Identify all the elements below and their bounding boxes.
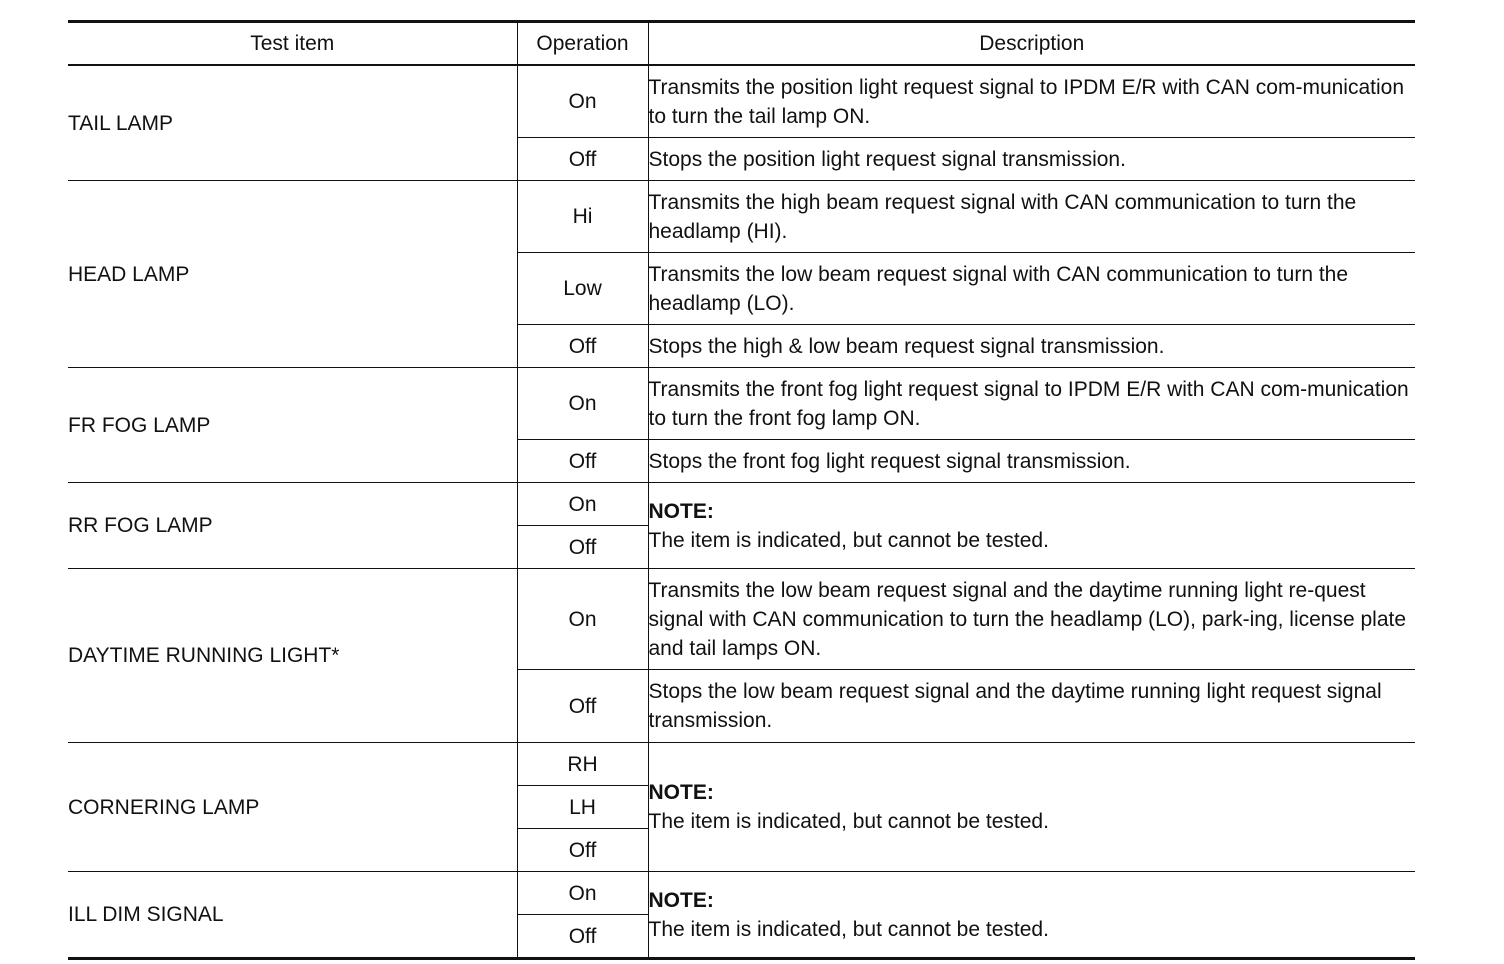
operation-cell: RH — [517, 743, 648, 786]
note-label: NOTE: — [648, 888, 714, 912]
table-row — [68, 181, 1415, 253]
note-label: NOTE: — [648, 499, 714, 523]
description-cell: Stops the high & low beam request signal transmission. — [648, 325, 1415, 368]
operation-cell: On — [517, 569, 648, 670]
header-test-item: Test item — [68, 22, 517, 66]
operation-cell: Hi — [517, 181, 648, 253]
operation-cell: Off — [517, 325, 648, 368]
note-cell — [648, 483, 1415, 569]
table-row — [68, 743, 1415, 786]
test-item-head-lamp: HEAD LAMP — [68, 181, 517, 368]
table-row — [68, 872, 1415, 915]
description-cell: Stops the low beam request signal and the daytime running light request signal transmission. — [648, 670, 1415, 743]
description-cell: Transmits the low beam request signal with CAN communication to turn the headlamp (LO). — [648, 253, 1415, 325]
operation-cell: Off — [517, 829, 648, 872]
description-cell: Stops the position light request signal transmission. — [648, 138, 1415, 181]
operation-cell: On — [517, 872, 648, 915]
operation-cell: On — [517, 483, 648, 526]
description-cell: Stops the front fog light request signal transmission. — [648, 440, 1415, 483]
table-header-row — [68, 22, 1415, 66]
active-test-table — [68, 20, 1415, 960]
header-operation: Operation — [517, 22, 648, 66]
operation-cell: Off — [517, 670, 648, 743]
operation-cell: On — [517, 65, 648, 138]
test-item-tail-lamp: TAIL LAMP — [68, 65, 517, 181]
test-item-cornering-lamp: CORNERING LAMP — [68, 743, 517, 872]
operation-cell: Off — [517, 138, 648, 181]
note-text: The item is indicated, but cannot be tested. — [648, 810, 1049, 833]
description-cell: Transmits the position light request signal to IPDM E/R with CAN com-munication to turn the tail lamp ON. — [648, 65, 1415, 138]
note-cell — [648, 743, 1415, 872]
test-item-ill-dim-signal: ILL DIM SIGNAL — [68, 872, 517, 959]
operation-cell: LH — [517, 786, 648, 829]
note-cell — [648, 872, 1415, 959]
table-row — [68, 569, 1415, 670]
test-item-daytime-running-light: DAYTIME RUNNING LIGHT* — [68, 569, 517, 743]
test-item-rr-fog-lamp: RR FOG LAMP — [68, 483, 517, 569]
operation-cell: On — [517, 368, 648, 440]
table-row — [68, 65, 1415, 138]
operation-cell: Off — [517, 526, 648, 569]
note-text: The item is indicated, but cannot be tested. — [648, 917, 1049, 941]
note-text: The item is indicated, but cannot be tested. — [648, 528, 1049, 552]
table-row — [68, 483, 1415, 526]
note-label: NOTE: — [648, 781, 714, 804]
table-row — [68, 368, 1415, 440]
test-item-fr-fog-lamp: FR FOG LAMP — [68, 368, 517, 483]
description-cell: Transmits the front fog light request signal to IPDM E/R with CAN com-munication to turn the front fog lamp ON. — [648, 368, 1415, 440]
operation-cell: Off — [517, 915, 648, 959]
operation-cell: Low — [517, 253, 648, 325]
header-description: Description — [648, 22, 1415, 66]
operation-cell: Off — [517, 440, 648, 483]
description-cell: Transmits the low beam request signal and the daytime running light re-quest signal with CAN communication to turn the headlamp (LO), park-ing, license plate and tail lamps ON. — [648, 569, 1415, 670]
description-cell: Transmits the high beam request signal with CAN communication to turn the headlamp (HI). — [648, 181, 1415, 253]
